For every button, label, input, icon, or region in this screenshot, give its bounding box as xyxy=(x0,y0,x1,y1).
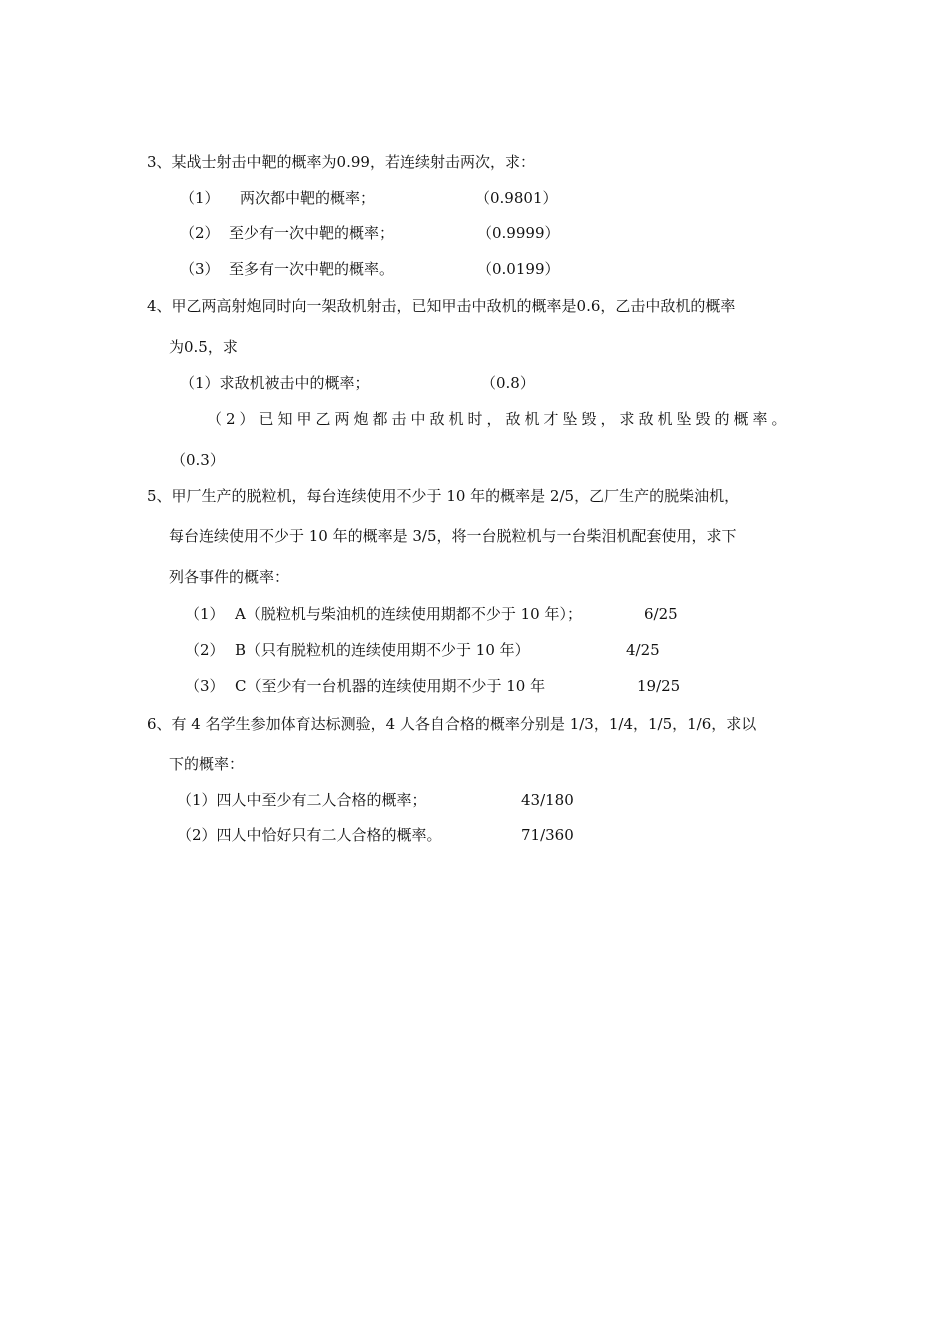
problem-6-item-1-answer: 43/180 xyxy=(521,791,574,809)
problem-5-stem-line-3: 列各事件的概率： xyxy=(169,568,290,586)
problem-6-item-2-text: （2）四人中恰好只有二人合格的概率。 xyxy=(177,826,442,844)
problem-6-item-2-answer: 71/360 xyxy=(521,826,574,844)
problem-5-item-3-text: C（至少有一台机器的连续使用期不少于 10 年 xyxy=(235,677,546,695)
problem-3-item-2-answer: （0.9999） xyxy=(477,224,560,242)
problem-5-item-2-text: B（只有脱粒机的连续使用期不少于 10 年） xyxy=(235,641,530,659)
problem-3-item-3-label: （3） xyxy=(180,260,220,278)
problem-4-stem-line-2: 为0.5，求 xyxy=(169,338,238,356)
problem-3-item-3-text: 至多有一次中靶的概率。 xyxy=(229,260,395,278)
problem-4-item-1-answer: （0.8） xyxy=(481,374,535,392)
problem-3-stem: 3、某战士射击中靶的概率为0.99，若连续射击两次，求： xyxy=(147,153,535,171)
problem-5-item-3-label: （3） xyxy=(185,677,225,695)
problem-5-stem-line-2: 每台连续使用不少于 10 年的概率是 3/5，将一台脱粒机与一台柴泪机配套使用，求下 xyxy=(169,527,737,545)
problem-5-stem-line-1: 5、甲厂生产的脱粒机，每台连续使用不少于 10 年的概率是 2/5，乙厂生产的脱柴油机， xyxy=(147,487,740,505)
problem-5-item-1-text: A（脱粒机与柴油机的连续使用期都不少于 10 年）； xyxy=(235,605,582,623)
problem-3-item-1-text: 两次都中靶的概率； xyxy=(240,189,376,207)
problem-4-item-2-answer: （0.3） xyxy=(171,451,225,469)
problem-3-item-2-text: 至少有一次中靶的概率； xyxy=(229,224,395,242)
problem-5-item-1-answer: 6/25 xyxy=(644,605,678,623)
problem-3-item-2-label: （2） xyxy=(180,224,220,242)
problem-5-item-1-label: （1） xyxy=(185,605,225,623)
problem-3-item-1-label: （1） xyxy=(180,189,220,207)
problem-5-item-2-answer: 4/25 xyxy=(626,641,660,659)
problem-4-item-2-text: （2）已知甲乙两炮都击中敌机时，敌机才坠毁，求敌机坠毁的概率。 xyxy=(207,410,791,428)
problem-5-item-2-label: （2） xyxy=(185,641,225,659)
problem-6-stem-line-1: 6、有 4 名学生参加体育达标测验，4 人各自合格的概率分别是 1/3，1/4，1/5，1/6，求以 xyxy=(147,715,757,733)
problem-4-item-1-text: （1）求敌机被击中的概率； xyxy=(180,374,370,392)
problem-4-stem-line-1: 4、甲乙两高射炮同时向一架敌机射击，已知甲击中敌机的概率是0.6，乙击中敌机的概率 xyxy=(147,297,736,315)
problem-6-stem-line-2: 下的概率： xyxy=(169,755,245,773)
problem-3-item-3-answer: （0.0199） xyxy=(477,260,560,278)
problem-6-item-1-text: （1）四人中至少有二人合格的概率； xyxy=(177,791,427,809)
problem-3-item-1-answer: （0.9801） xyxy=(475,189,558,207)
problem-5-item-3-answer: 19/25 xyxy=(637,677,681,695)
